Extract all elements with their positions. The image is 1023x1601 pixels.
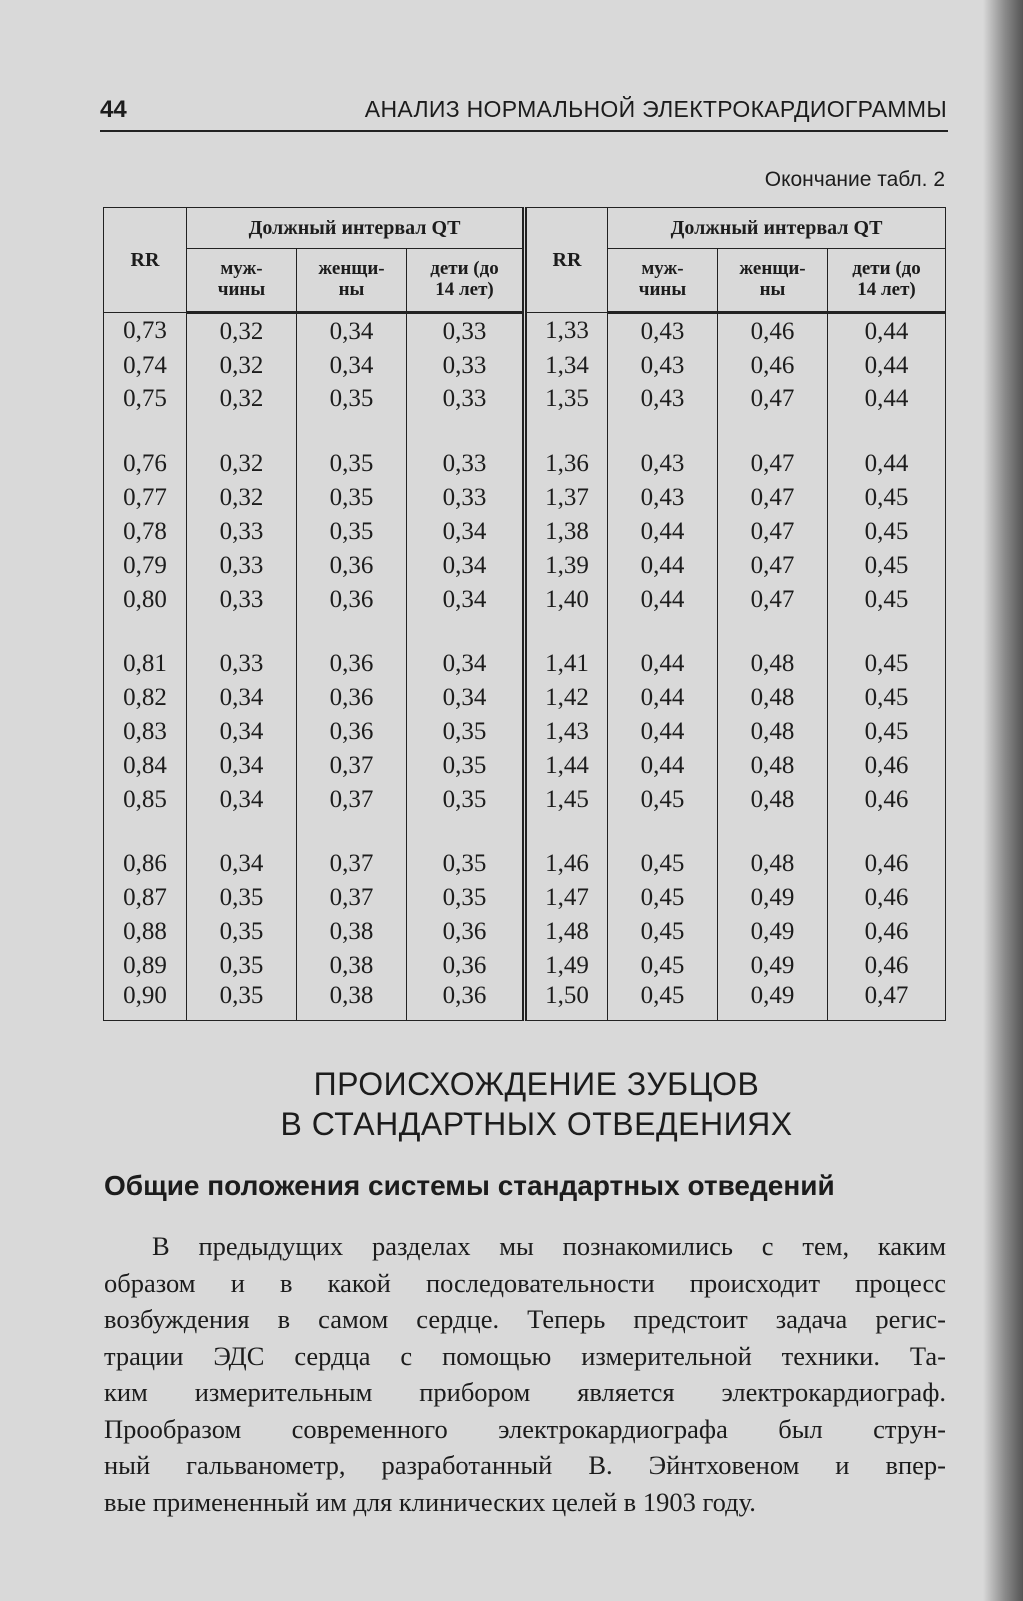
- table-cell: 1,43: [525, 715, 608, 749]
- table-cell: 0,32: [187, 447, 297, 481]
- table-cell: 0,34: [187, 847, 297, 881]
- kids-header-right: дети (до 14 лет): [828, 249, 946, 313]
- table-cell: 0,35: [407, 881, 525, 915]
- table-cell: 0,43: [608, 313, 718, 349]
- table-cell: 0,48: [718, 749, 828, 783]
- table-cell: 0,48: [718, 782, 828, 816]
- table-cell: 0,77: [104, 480, 187, 514]
- table-cell: 1,49: [525, 949, 608, 983]
- table-cell: 0,37: [297, 847, 407, 881]
- table-cell: 0,35: [297, 382, 407, 416]
- table-cell: 0,35: [407, 749, 525, 783]
- table-cell: 0,33: [407, 447, 525, 481]
- table-cell: 0,33: [187, 548, 297, 582]
- table-cell: 0,35: [297, 447, 407, 481]
- table-cell: 1,40: [525, 582, 608, 616]
- table-cell: 0,74: [104, 348, 187, 382]
- men-header-left: муж- чины: [187, 249, 297, 313]
- table-row: [104, 514, 946, 548]
- table-cell: 0,35: [297, 514, 407, 548]
- table-cell: 0,45: [608, 847, 718, 881]
- table-cell: 0,35: [407, 782, 525, 816]
- table-body: [104, 313, 946, 1021]
- table-cell: 0,34: [297, 348, 407, 382]
- rr-header-left: RR: [104, 208, 187, 313]
- table-spacer-row: [104, 616, 946, 647]
- subsection-heading: Общие положения системы стандартных отведений: [104, 1170, 835, 1201]
- table-cell: 1,33: [525, 313, 608, 349]
- table-cell: 0,79: [104, 548, 187, 582]
- table-cell: 0,46: [828, 847, 946, 881]
- table-cell: 1,37: [525, 480, 608, 514]
- table-row: [104, 480, 946, 514]
- table-cell: 0,36: [407, 983, 525, 1021]
- table-cell: 0,34: [297, 313, 407, 349]
- table-cell: 0,33: [407, 313, 525, 349]
- table-cell: 1,47: [525, 881, 608, 915]
- table-cell: 0,34: [407, 681, 525, 715]
- table-cell: 0,33: [407, 382, 525, 416]
- table-row: [104, 548, 946, 582]
- table-cell: 0,44: [608, 749, 718, 783]
- table-cell: 0,46: [828, 782, 946, 816]
- table-cell: 0,34: [407, 548, 525, 582]
- running-head: АНАЛИЗ НОРМАЛЬНОЙ ЭЛЕКТРОКАРДИОГРАММЫ: [364, 96, 947, 122]
- table-cell: 0,38: [297, 983, 407, 1021]
- table-row: [104, 382, 946, 416]
- table-cell: 0,89: [104, 949, 187, 983]
- paragraph-line: Прообразом современного электрокардиографа был струн-: [104, 1413, 946, 1444]
- table-cell: 0,34: [187, 715, 297, 749]
- women-header-right: женщи- ны: [718, 249, 828, 313]
- table-row: [104, 348, 946, 382]
- table-cell: 0,75: [104, 382, 187, 416]
- table-cell: 0,49: [718, 915, 828, 949]
- table-cell: 0,46: [828, 881, 946, 915]
- paragraph-line: ким измерительным прибором является электрокардиограф.: [104, 1377, 946, 1407]
- table-cell: 0,36: [407, 915, 525, 949]
- table-cell: 0,45: [828, 681, 946, 715]
- table-cell: 0,34: [187, 782, 297, 816]
- table-caption: Окончание табл. 2: [764, 168, 945, 191]
- table-row: [104, 647, 946, 681]
- table-cell: 0,47: [718, 382, 828, 416]
- table-cell: 0,80: [104, 582, 187, 616]
- table-cell: 0,44: [828, 447, 946, 481]
- kids-header-left: дети (до 14 лет): [407, 249, 525, 313]
- table-cell: 0,43: [608, 382, 718, 416]
- table-cell: 0,46: [828, 749, 946, 783]
- table-cell: 0,37: [297, 881, 407, 915]
- table-cell: 0,45: [828, 548, 946, 582]
- table-cell: 0,87: [104, 881, 187, 915]
- table-cell: 0,33: [407, 480, 525, 514]
- page-edge-shadow: [983, 0, 1023, 1601]
- qt-table: [103, 207, 946, 1021]
- table-cell: 0,44: [828, 348, 946, 382]
- table-cell: 0,47: [718, 582, 828, 616]
- table-cell: 0,46: [718, 348, 828, 382]
- table-cell: 0,47: [718, 548, 828, 582]
- table-cell: 1,38: [525, 514, 608, 548]
- table-cell: 0,45: [828, 514, 946, 548]
- table-spacer-row: [104, 816, 946, 847]
- table-cell: 1,39: [525, 548, 608, 582]
- table-cell: 0,45: [608, 881, 718, 915]
- table-cell: 0,44: [608, 647, 718, 681]
- table-cell: 0,44: [828, 313, 946, 349]
- paragraph-line: вые примененный им для клинических целей в 1903 году.: [104, 1486, 756, 1517]
- table-cell: 1,42: [525, 681, 608, 715]
- table-cell: 0,46: [828, 949, 946, 983]
- paragraph-line: возбуждения в самом сердце. Теперь предстоит задача регис-: [104, 1304, 946, 1334]
- table-cell: 0,44: [828, 382, 946, 416]
- rr-header-right: RR: [525, 208, 608, 313]
- table-cell: 0,36: [297, 647, 407, 681]
- table-cell: 0,88: [104, 915, 187, 949]
- table-cell: 1,46: [525, 847, 608, 881]
- table-cell: 0,44: [608, 681, 718, 715]
- qt-group-header-right: Должный интервал QT: [608, 208, 946, 249]
- table-cell: 0,85: [104, 782, 187, 816]
- men-header-right: муж- чины: [608, 249, 718, 313]
- table-cell: 0,35: [187, 949, 297, 983]
- table-cell: 0,78: [104, 514, 187, 548]
- table-cell: 0,44: [608, 715, 718, 749]
- table-cell: 0,44: [608, 514, 718, 548]
- table-cell: 0,35: [187, 983, 297, 1021]
- table-cell: 0,33: [407, 348, 525, 382]
- table-cell: 0,81: [104, 647, 187, 681]
- table-cell: 0,45: [608, 782, 718, 816]
- table-cell: 0,48: [718, 715, 828, 749]
- table-cell: 0,33: [187, 582, 297, 616]
- table-cell: 1,50: [525, 983, 608, 1021]
- page-number: 44: [100, 96, 127, 123]
- table-cell: 0,34: [187, 681, 297, 715]
- table-row: [104, 915, 946, 949]
- table-row: [104, 847, 946, 881]
- table-cell: 0,49: [718, 949, 828, 983]
- table-cell: 0,48: [718, 647, 828, 681]
- table-cell: 1,34: [525, 348, 608, 382]
- table-cell: 0,35: [187, 881, 297, 915]
- table-spacer-row: [104, 416, 946, 447]
- table-row: [104, 782, 946, 816]
- table-cell: 0,32: [187, 480, 297, 514]
- table-row: [104, 949, 946, 983]
- table-cell: 0,32: [187, 313, 297, 349]
- table-cell: 0,46: [718, 313, 828, 349]
- table-cell: 0,73: [104, 313, 187, 349]
- table-cell: 1,36: [525, 447, 608, 481]
- table-cell: 0,35: [187, 915, 297, 949]
- table-cell: 0,49: [718, 881, 828, 915]
- table-cell: 0,44: [608, 582, 718, 616]
- table-cell: 1,35: [525, 382, 608, 416]
- paragraph-line: образом и в какой последовательности происходит процесс: [104, 1267, 946, 1298]
- table-cell: 0,48: [718, 847, 828, 881]
- table-cell: 0,32: [187, 382, 297, 416]
- table-row: [104, 715, 946, 749]
- table-cell: 0,35: [407, 847, 525, 881]
- table-cell: 0,36: [297, 715, 407, 749]
- table-cell: 0,33: [187, 647, 297, 681]
- table-cell: 0,33: [187, 514, 297, 548]
- table-cell: 1,44: [525, 749, 608, 783]
- table-cell: 0,37: [297, 782, 407, 816]
- table-cell: 0,43: [608, 480, 718, 514]
- table-cell: 0,76: [104, 447, 187, 481]
- table-cell: 0,47: [718, 447, 828, 481]
- table-row: [104, 313, 946, 349]
- section-heading: [0, 1064, 1023, 1144]
- table-cell: 0,82: [104, 681, 187, 715]
- table-cell: 0,86: [104, 847, 187, 881]
- table-row: [104, 881, 946, 915]
- qt-group-header-left: Должный интервал QT: [187, 208, 525, 249]
- table-row: [104, 983, 946, 1021]
- table-cell: 0,38: [297, 915, 407, 949]
- table-row: [104, 681, 946, 715]
- table-cell: 0,34: [407, 582, 525, 616]
- table-cell: 0,49: [718, 983, 828, 1021]
- table-cell: 0,47: [718, 514, 828, 548]
- table-cell: 1,41: [525, 647, 608, 681]
- table-cell: 0,38: [297, 949, 407, 983]
- table-cell: 0,34: [187, 749, 297, 783]
- table-cell: 0,36: [297, 548, 407, 582]
- table-cell: 0,36: [407, 949, 525, 983]
- table-cell: 0,45: [608, 915, 718, 949]
- table-cell: 0,44: [608, 548, 718, 582]
- table-cell: 0,37: [297, 749, 407, 783]
- table-cell: 0,43: [608, 447, 718, 481]
- table-cell: 0,35: [407, 715, 525, 749]
- table-cell: 0,45: [608, 983, 718, 1021]
- table-row: [104, 582, 946, 616]
- table-cell: 0,48: [718, 681, 828, 715]
- table-cell: 0,45: [828, 480, 946, 514]
- section-heading-line1: ПРОИСХОЖДЕНИЕ ЗУБЦОВ: [313, 1066, 760, 1102]
- table-cell: 0,47: [718, 480, 828, 514]
- table-cell: 1,48: [525, 915, 608, 949]
- section-heading-line2: В СТАНДАРТНЫХ ОТВЕДЕНИЯХ: [280, 1106, 793, 1142]
- table-cell: 0,32: [187, 348, 297, 382]
- table-cell: 0,83: [104, 715, 187, 749]
- table-cell: 0,84: [104, 749, 187, 783]
- table-cell: 0,45: [828, 715, 946, 749]
- header-rule: [100, 130, 948, 132]
- paragraph-line: ный гальванометр, разработанный В. Эйнтховеном и впер-: [104, 1450, 946, 1480]
- table-cell: 0,36: [297, 582, 407, 616]
- table-cell: 0,47: [828, 983, 946, 1021]
- table-cell: 1,45: [525, 782, 608, 816]
- table-cell: 0,34: [407, 647, 525, 681]
- paragraph-line: трации ЭДС сердца с помощью измерительной техники. Та-: [104, 1340, 946, 1371]
- table-cell: 0,43: [608, 348, 718, 382]
- table-cell: 0,35: [297, 480, 407, 514]
- table-cell: 0,34: [407, 514, 525, 548]
- body-paragraph: [104, 1228, 946, 1520]
- table-cell: 0,45: [608, 949, 718, 983]
- paragraph-line: В предыдущих разделах мы познакомились с тем, каким: [152, 1231, 946, 1261]
- table-row: [104, 447, 946, 481]
- table-cell: 0,45: [828, 647, 946, 681]
- table-cell: 0,36: [297, 681, 407, 715]
- women-header-left: женщи- ны: [297, 249, 407, 313]
- table-row: [104, 749, 946, 783]
- table-cell: 0,46: [828, 915, 946, 949]
- table-cell: 0,45: [828, 582, 946, 616]
- table-cell: 0,90: [104, 983, 187, 1021]
